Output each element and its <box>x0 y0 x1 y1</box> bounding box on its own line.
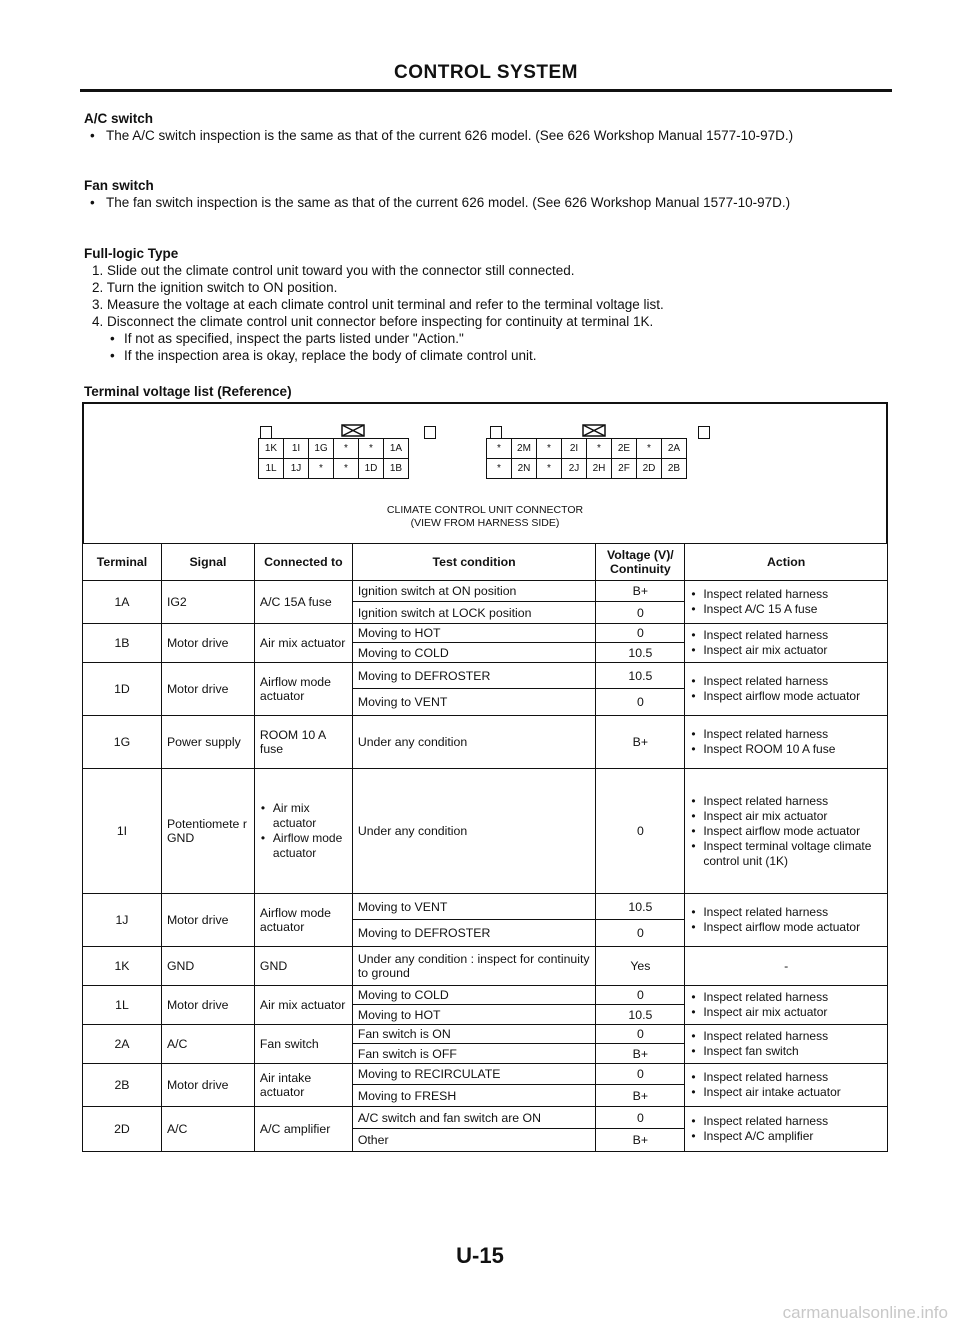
test-condition-cell <box>352 894 596 947</box>
connector-pin: * <box>587 439 612 459</box>
voltage-cell <box>596 716 685 769</box>
action-list <box>690 990 882 1020</box>
connector-pin: 2E <box>612 439 637 459</box>
action-list <box>690 628 882 658</box>
page-number: U-15 <box>456 1243 504 1268</box>
connected-list <box>260 801 347 861</box>
action-item: • Inspect related harness <box>690 1029 882 1044</box>
action-item: • Inspect air mix actuator <box>690 1005 882 1020</box>
table-row <box>83 1025 888 1064</box>
col-action: Action <box>685 544 888 581</box>
test-condition: Under any condition <box>357 824 468 838</box>
connected-cell: Fan switch <box>254 1025 352 1064</box>
terminal-cell: 1D <box>83 663 162 716</box>
test-condition: Fan switch is OFF <box>357 1046 457 1061</box>
fan-switch-text: • The fan switch inspection is the same as that of the current 626 model. (See 626 Workshop Manual 1577-10-97D.) <box>84 194 884 211</box>
test-condition-cell <box>352 716 596 769</box>
test-condition: Ignition switch at ON position <box>353 581 596 602</box>
connector-latch-icon-right <box>582 424 606 437</box>
action-cell <box>685 1025 888 1064</box>
action-item: • Inspect airflow mode actuator <box>690 824 882 839</box>
test-condition: Under any condition : inspect for continuity to ground <box>357 952 590 980</box>
test-condition: Moving to HOT <box>353 624 596 643</box>
connector-pin: * <box>334 439 359 459</box>
connector-pin: 1K <box>259 439 284 459</box>
action-cell <box>685 894 888 947</box>
connected-cell: Airflow mode actuator <box>254 894 352 947</box>
voltage-value: B+ <box>632 1046 649 1061</box>
test-condition-cell <box>352 769 596 894</box>
voltage-value: 0 <box>636 695 644 709</box>
connector-pin: * <box>637 439 662 459</box>
connector-pin: 2H <box>587 459 612 479</box>
voltage-value: 0 <box>596 986 684 1005</box>
test-condition: Moving to DEFROSTER <box>353 663 596 689</box>
fan-switch-heading: Fan switch <box>84 178 154 193</box>
table-row <box>83 894 888 947</box>
signal-cell: Motor drive <box>161 986 254 1025</box>
test-condition: Ignition switch at LOCK position <box>357 605 532 620</box>
signal-cell: Motor drive <box>161 1064 254 1107</box>
test-condition: Under any condition <box>357 735 468 749</box>
connector-pin: * <box>487 459 512 479</box>
action-cell <box>685 1107 888 1152</box>
voltage-value: 0 <box>596 1064 684 1085</box>
connector-pin: 2D <box>637 459 662 479</box>
voltage-cell <box>596 1107 685 1152</box>
col-signal: Signal <box>161 544 254 581</box>
connector-caption <box>84 504 886 530</box>
test-condition: Moving to COLD <box>357 645 449 660</box>
connector-pin: 2N <box>512 459 537 479</box>
connector-pin: 1J <box>284 459 309 479</box>
voltage-value: 0 <box>636 926 644 940</box>
signal-cell: Potentiomete r GND <box>161 769 254 894</box>
step-3: 3. Measure the voltage at each climate control unit terminal and refer to the terminal voltage list. <box>92 297 664 312</box>
terminal-cell: 2B <box>83 1064 162 1107</box>
test-condition: Moving to COLD <box>353 986 596 1005</box>
action-item: • Inspect air intake actuator <box>690 1085 882 1100</box>
voltage-cell <box>596 1025 685 1064</box>
action-item: • Inspect terminal voltage climate control unit (1K) <box>690 839 882 869</box>
ac-switch-section <box>84 110 884 144</box>
connector-right <box>486 438 687 479</box>
header-rule <box>80 89 892 92</box>
table-row <box>83 947 888 986</box>
action-cell <box>685 624 888 663</box>
ac-switch-text: • The A/C switch inspection is the same as that of the current 626 model. (See 626 Workshop Manual 1577-10-97D.) <box>84 127 884 144</box>
test-condition-cell <box>352 1107 596 1152</box>
connector-left <box>258 438 409 479</box>
action-item: • Inspect related harness <box>690 905 882 920</box>
connected-cell: Air intake actuator <box>254 1064 352 1107</box>
action-list <box>690 1029 882 1059</box>
table-row <box>83 986 888 1025</box>
action-cell <box>685 986 888 1025</box>
test-condition: Fan switch is ON <box>353 1025 596 1044</box>
connector-pin: 2A <box>662 439 687 459</box>
connector-pin: 2B <box>662 459 687 479</box>
voltage-cell <box>596 947 685 986</box>
test-condition: Moving to VENT <box>357 695 448 709</box>
action-cell <box>685 1064 888 1107</box>
terminal-cell: 1B <box>83 624 162 663</box>
action-item: • Inspect airflow mode actuator <box>690 920 882 935</box>
voltage-value: 0 <box>596 624 684 643</box>
table-row <box>83 663 888 716</box>
connected-cell: GND <box>254 947 352 986</box>
voltage-cell <box>596 769 685 894</box>
col-voltage: Voltage (V)/ Continuity <box>596 544 685 581</box>
voltage-cell <box>596 986 685 1025</box>
action-item: • Inspect related harness <box>690 1114 882 1129</box>
terminal-cell: 1I <box>83 769 162 894</box>
voltage-value: 10.5 <box>628 1007 653 1022</box>
action-list <box>690 794 882 869</box>
test-condition: Moving to DEFROSTER <box>357 926 491 940</box>
signal-cell: Power supply <box>161 716 254 769</box>
table-row <box>83 769 888 894</box>
voltage-value: 0 <box>596 1107 684 1129</box>
action-item: • Inspect fan switch <box>690 1044 882 1059</box>
col-terminal: Terminal <box>83 544 162 581</box>
voltage-value: B+ <box>632 1088 649 1103</box>
action-item: • Inspect related harness <box>690 1070 882 1085</box>
connected-item: • Airflow mode actuator <box>260 831 347 861</box>
connected-cell <box>254 769 352 894</box>
action-item: • Inspect related harness <box>690 674 882 689</box>
connector-pin: 1A <box>384 439 409 459</box>
connector-key-right-2 <box>698 426 710 439</box>
connector-pin: 2F <box>612 459 637 479</box>
action-item: • Inspect related harness <box>690 628 882 643</box>
voltage-value: B+ <box>632 735 649 749</box>
terminal-cell: 1G <box>83 716 162 769</box>
test-condition: Other <box>357 1133 389 1147</box>
connected-item: • Air mix actuator <box>260 801 347 831</box>
connector-pin: * <box>487 439 512 459</box>
signal-cell: A/C <box>161 1025 254 1064</box>
table-row <box>83 1107 888 1152</box>
action-list <box>690 905 882 935</box>
connected-cell: Airflow mode actuator <box>254 663 352 716</box>
action-item: • Inspect related harness <box>690 727 882 742</box>
voltage-cell <box>596 624 685 663</box>
connector-pin: 2I <box>562 439 587 459</box>
connector-pin: 1I <box>284 439 309 459</box>
col-connected: Connected to <box>254 544 352 581</box>
signal-cell: Motor drive <box>161 663 254 716</box>
test-condition-cell <box>352 947 596 986</box>
signal-cell: Motor drive <box>161 624 254 663</box>
voltage-cell <box>596 663 685 716</box>
test-condition: Moving to FRESH <box>357 1088 457 1103</box>
voltage-value: B+ <box>632 1133 649 1147</box>
action-item: • Inspect airflow mode actuator <box>690 689 882 704</box>
connected-cell: Air mix actuator <box>254 624 352 663</box>
connected-cell: Air mix actuator <box>254 986 352 1025</box>
signal-cell: GND <box>161 947 254 986</box>
connector-diagram <box>82 402 888 544</box>
page-title: CONTROL SYSTEM <box>394 62 578 83</box>
table-row <box>83 716 888 769</box>
connector-pin: 1D <box>359 459 384 479</box>
table-row <box>83 581 888 624</box>
caption-line-2: (VIEW FROM HARNESS SIDE) <box>410 517 560 529</box>
test-condition-cell <box>352 624 596 663</box>
test-condition: Moving to RECIRCULATE <box>353 1064 596 1085</box>
voltage-value: 10.5 <box>628 645 653 660</box>
action-item: • Inspect air mix actuator <box>690 809 882 824</box>
connector-pin: 1L <box>259 459 284 479</box>
action-list <box>690 1070 882 1100</box>
sub-bullet-2: • If the inspection area is okay, replace the body of climate control unit. <box>84 347 884 364</box>
terminal-cell: 1J <box>83 894 162 947</box>
action-cell <box>685 581 888 624</box>
terminal-cell: 1L <box>83 986 162 1025</box>
test-condition: Moving to VENT <box>353 894 596 920</box>
connected-cell: ROOM 10 A fuse <box>254 716 352 769</box>
voltage-value: 0 <box>596 1025 684 1044</box>
action-item: • Inspect air mix actuator <box>690 643 882 658</box>
action-list <box>690 587 882 617</box>
voltage-value: Yes <box>630 959 651 973</box>
full-logic-heading: Full-logic Type <box>84 246 179 261</box>
connector-pin: * <box>359 439 384 459</box>
voltage-value: B+ <box>596 581 684 602</box>
voltage-value: 0 <box>636 605 644 620</box>
connector-pin: 2J <box>562 459 587 479</box>
table-header-row <box>83 544 888 581</box>
terminal-cell: 2D <box>83 1107 162 1152</box>
watermark: carmanualsonline.info <box>782 1303 948 1322</box>
action-item: • Inspect related harness <box>690 587 882 602</box>
action-item: • Inspect ROOM 10 A fuse <box>690 742 882 757</box>
col-test-condition: Test condition <box>352 544 596 581</box>
connector-pin: * <box>309 459 334 479</box>
signal-cell: A/C <box>161 1107 254 1152</box>
full-logic-section <box>84 245 884 364</box>
table-row <box>83 1064 888 1107</box>
connector-latch-icon-left <box>341 424 365 437</box>
action-item: • Inspect A/C 15 A fuse <box>690 602 882 617</box>
test-condition-cell <box>352 581 596 624</box>
test-condition-cell <box>352 663 596 716</box>
connector-key-left-2 <box>424 426 436 439</box>
voltage-value: 10.5 <box>596 894 684 920</box>
connected-cell: A/C 15A fuse <box>254 581 352 624</box>
connector-pin: 2M <box>512 439 537 459</box>
voltage-value: 0 <box>636 824 644 838</box>
action-list <box>690 1114 882 1144</box>
fan-switch-section <box>84 177 884 211</box>
action-cell <box>685 663 888 716</box>
action-list <box>690 727 882 757</box>
caption-line-1: CLIMATE CONTROL UNIT CONNECTOR <box>386 504 584 516</box>
action-cell <box>685 716 888 769</box>
voltage-cell <box>596 894 685 947</box>
voltage-value: 10.5 <box>596 663 684 689</box>
connected-cell: A/C amplifier <box>254 1107 352 1152</box>
test-condition-cell <box>352 1025 596 1064</box>
terminal-cell: 1K <box>83 947 162 986</box>
test-condition: A/C switch and fan switch are ON <box>353 1107 596 1129</box>
connector-pin: 1G <box>309 439 334 459</box>
action-item: • Inspect A/C amplifier <box>690 1129 882 1144</box>
step-4: 4. Disconnect the climate control unit connector before inspecting for continuity at terminal 1K. <box>92 314 654 329</box>
connector-pin: * <box>537 439 562 459</box>
terminal-cell: 2A <box>83 1025 162 1064</box>
test-condition-cell <box>352 986 596 1025</box>
connector-pin: 1B <box>384 459 409 479</box>
action-item: • Inspect related harness <box>690 990 882 1005</box>
sub-bullet-1: • If not as specified, inspect the parts listed under "Action." <box>84 330 884 347</box>
test-condition: Moving to HOT <box>357 1007 441 1022</box>
terminal-list-title: Terminal voltage list (Reference) <box>84 384 292 399</box>
connector-pin: * <box>537 459 562 479</box>
table-row <box>83 624 888 663</box>
signal-cell: Motor drive <box>161 894 254 947</box>
signal-cell: IG2 <box>161 581 254 624</box>
ac-switch-heading: A/C switch <box>84 111 154 126</box>
action-cell <box>685 769 888 894</box>
voltage-cell <box>596 581 685 624</box>
voltage-cell <box>596 1064 685 1107</box>
test-condition-cell <box>352 1064 596 1107</box>
connector-pin: * <box>334 459 359 479</box>
action-cell: - <box>685 947 888 986</box>
terminal-cell: 1A <box>83 581 162 624</box>
step-1: 1. Slide out the climate control unit toward you with the connector still connected. <box>92 263 575 278</box>
step-2: 2. Turn the ignition switch to ON position. <box>92 280 338 295</box>
action-list <box>690 674 882 704</box>
terminal-voltage-table <box>82 543 888 1152</box>
action-item: • Inspect related harness <box>690 794 882 809</box>
